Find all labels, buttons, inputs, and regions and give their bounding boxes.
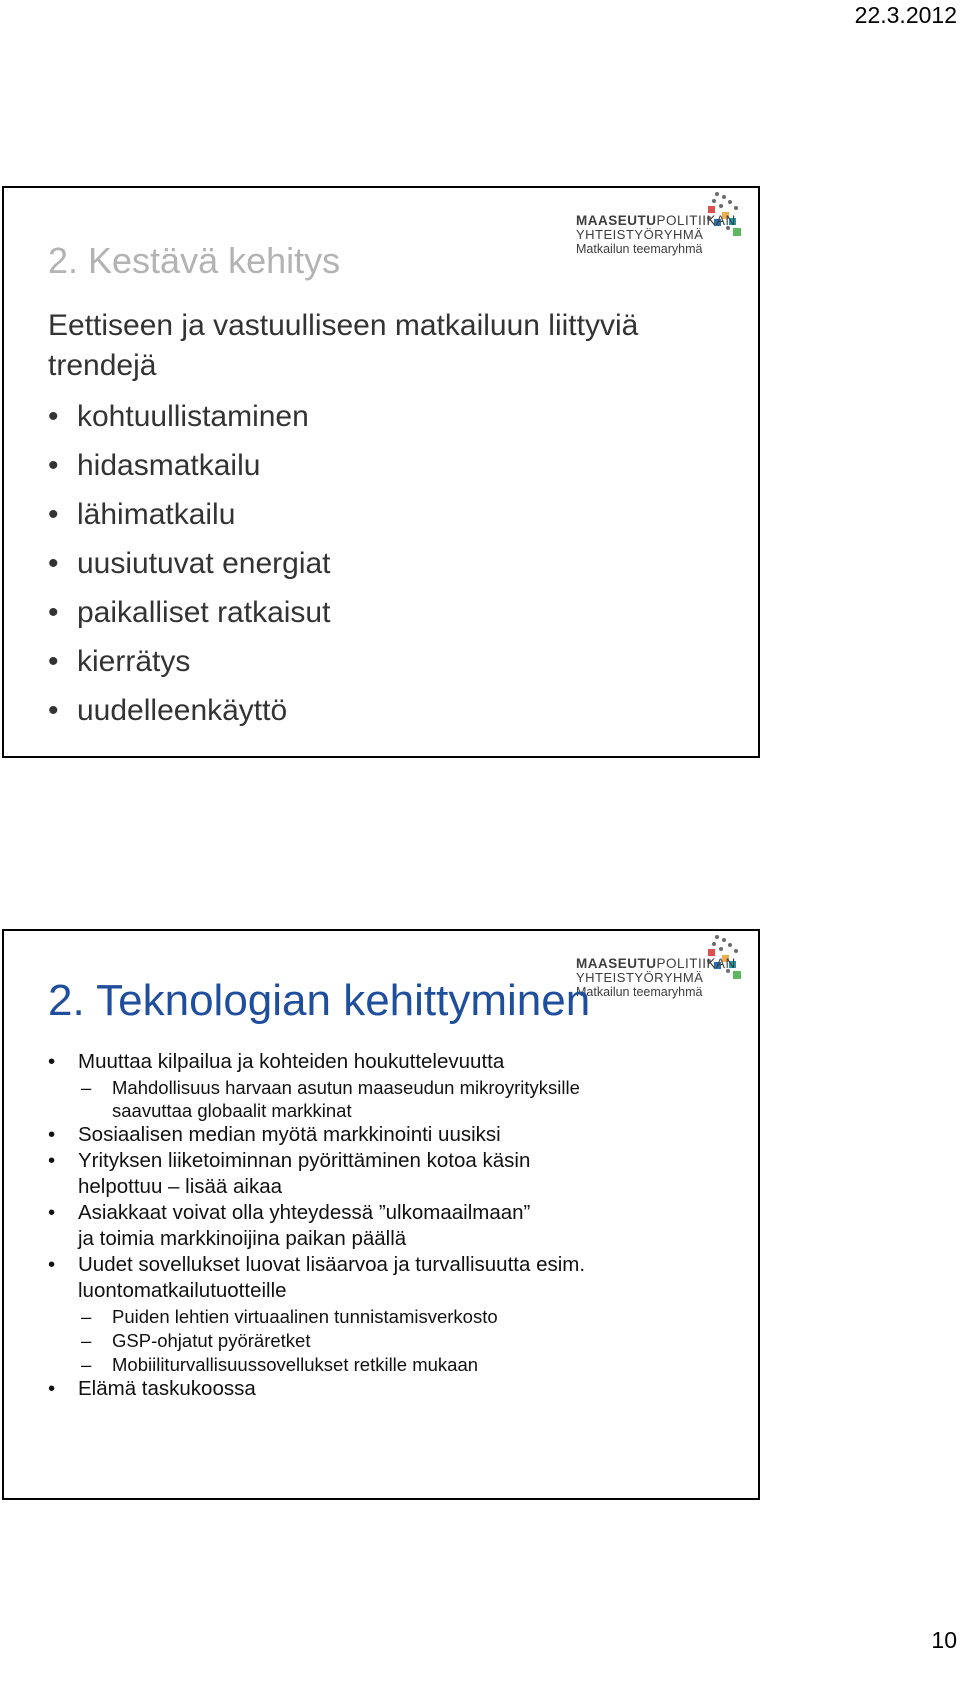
page-number: 10: [931, 1627, 957, 1653]
sub-item: – Puiden lehtien virtuaalinen tunnistamisverkosto: [81, 1306, 498, 1327]
bullet-item: • Yrityksen liiketoiminnan pyörittäminen kotoa käsin: [48, 1149, 531, 1172]
list-item: • hidasmatkailu: [48, 449, 261, 482]
document-date: 22.3.2012: [854, 2, 957, 28]
logo-text: MAASEUTUPOLITIIKAN YHTEISTYÖRYHMÄ Matkailun teemaryhmä: [576, 956, 736, 999]
bullet-item: • Asiakkaat voivat olla yhteydessä ”ulkomaailmaan”: [48, 1201, 531, 1224]
logo-text: MAASEUTUPOLITIIKAN YHTEISTYÖRYHMÄ Matkailun teemaryhmä: [576, 213, 736, 256]
maaseutupolitiikan-logo: [576, 188, 746, 254]
list-item: • uudelleenkäyttö: [48, 694, 288, 727]
list-item: • kohtuullistaminen: [48, 400, 309, 433]
list-item: • kierrätys: [48, 645, 191, 678]
maaseutupolitiikan-logo: [576, 931, 746, 997]
list-item: • paikalliset ratkaisut: [48, 596, 331, 629]
slide-body: [48, 1049, 728, 1402]
trend-list: [48, 392, 331, 735]
bullet-continuation: luontomatkailutuotteille: [78, 1279, 287, 1302]
bullet-item: • Muuttaa kilpailua ja kohteiden houkuttelevuutta: [48, 1050, 505, 1073]
slide-intro: Eettiseen ja vastuulliseen matkailuun liittyviä trendejä: [48, 309, 639, 382]
bullet-continuation: ja toimia markkinoijina paikan päällä: [78, 1227, 407, 1250]
slide-title: 2. Teknologian kehittyminen: [48, 976, 591, 1025]
bullet-item: • Sosiaalisen median myötä markkinointi uusiksi: [48, 1123, 501, 1146]
sub-item: – Mahdollisuus harvaan asutun maaseudun mikroyrityksille saavuttaa globaalit markkinat: [81, 1077, 580, 1121]
bullet-item: • Uudet sovellukset luovat lisäarvoa ja turvallisuutta esim.: [48, 1253, 586, 1276]
slide-kestava-kehitys: [2, 186, 760, 758]
list-item: • uusiutuvat energiat: [48, 547, 331, 580]
sub-item: – GSP-ohjatut pyöräretket: [81, 1330, 311, 1351]
bullet-continuation: helpottuu – lisää aikaa: [78, 1175, 283, 1198]
slide-teknologian-kehittyminen: [2, 929, 760, 1500]
bullet-item: • Elämä taskukoossa: [48, 1377, 256, 1400]
slide-title: 2. Kestävä kehitys: [48, 240, 341, 281]
list-item: • lähimatkailu: [48, 498, 236, 531]
sub-item: – Mobiiliturvallisuussovellukset retkille mukaan: [81, 1354, 479, 1375]
